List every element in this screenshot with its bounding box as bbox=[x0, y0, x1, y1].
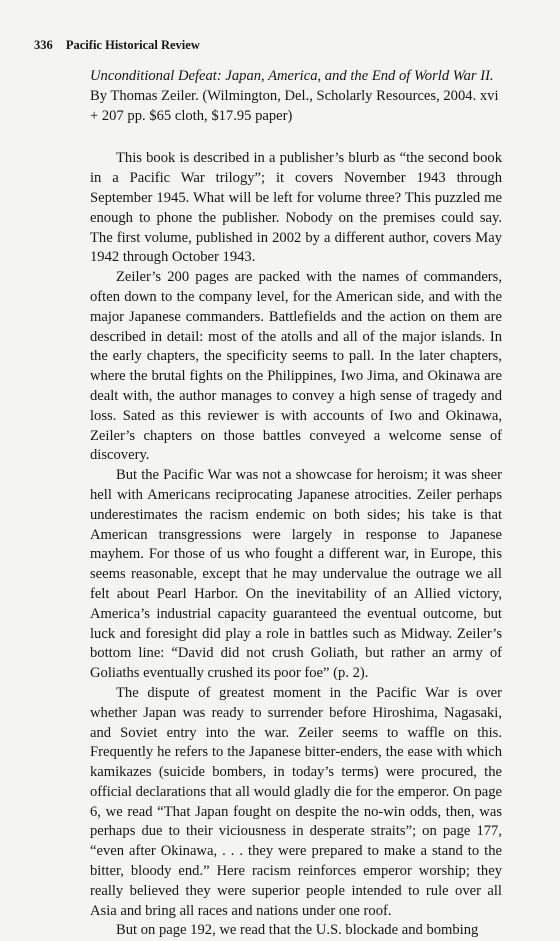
book-title: Unconditional Defeat: Japan, America, and the End of World War II. bbox=[90, 68, 494, 84]
book-details: By Thomas Zeiler. (Wilmington, Del., Scholarly Resources, 2004. xvi + 207 pp. $65 cloth, $17.95 paper) bbox=[90, 87, 499, 124]
paragraph: But on page 192, we read that the U.S. blockade and bombing bbox=[116, 922, 479, 939]
journal-title: Pacific Historical Review bbox=[65, 38, 200, 52]
review-content bbox=[90, 67, 502, 941]
paragraph: But the Pacific War was not a showcase for heroism; it was sheer hell with Americans reciprocating Japanese atrocities. Zeiler perhaps underestimates the racism endemic on both sides; his take is that American transgressions were largely in response to Japanese mayhem. For those of us who fought a different war, in Europe, this seems reasonable, except that he may undervalue the outrage we all felt about Pearl Harbor. On the inevitability of an Allied victory, America’s industrial capacity guaranteed the eventual outcome, but luck and foresight did play a role in battles such as Midway. Zeiler’s bottom line: “David did not crush Goliath, but rather an army of Goliaths eventually crushed its poor foe” (p. 2). bbox=[90, 467, 502, 682]
paragraph: The dispute of greatest moment in the Pacific War is over whether Japan was ready to surrender before Hiroshima, Nagasaki, and Soviet entry into the war. Zeiler seems to waffle on this. Frequently he refers to the Japanese bitter-enders, the ease with which kamikazes (suicide bombers, in today’s terms) were procured, the official declarations that all would gladly die for the emperor. On page 6, we read “That Japan fought on despite the no-win odds, then, was perhaps due to their viciousness in desperate straits”; on page 177, “even after Okinawa, . . . they were prepared to make a stand to the bitter, bloody end.” Here racism reinforces emperor worship; they really believed they were superior people intended to rule over all Asia and bring all races and nations under one roof. bbox=[90, 684, 502, 919]
running-head bbox=[34, 38, 200, 53]
book-citation bbox=[90, 67, 502, 126]
page-number: 336 bbox=[34, 38, 53, 52]
review-body bbox=[90, 149, 502, 941]
paragraph: This book is described in a publisher’s blurb as “the second book in a Pacific War trilogy”; it covers November 1943 through September 1945. What will be left for volume three? This puzzled me enough to phone the publisher. Nobody on the premises could say. The first volume, published in 2002 by a different author, covers May 1942 through October 1943. bbox=[90, 150, 502, 266]
paragraph: Zeiler’s 200 pages are packed with the names of commanders, often down to the company level, for the American side, and with the major Japanese commanders. Battlefields and the action on them are described in detail: most of the atolls and all of the major islands. In the early chapters, the specificity seems to pall. In the later chapters, where the brutal fights on the Philippines, Iwo Jima, and Okinawa are dealt with, the author manages to convey a high sense of tragedy and loss. Sated as this reviewer is with accounts of Iwo and Okinawa, Zeiler’s chapters on those battles conveyed a welcome sense of discovery. bbox=[90, 269, 502, 464]
